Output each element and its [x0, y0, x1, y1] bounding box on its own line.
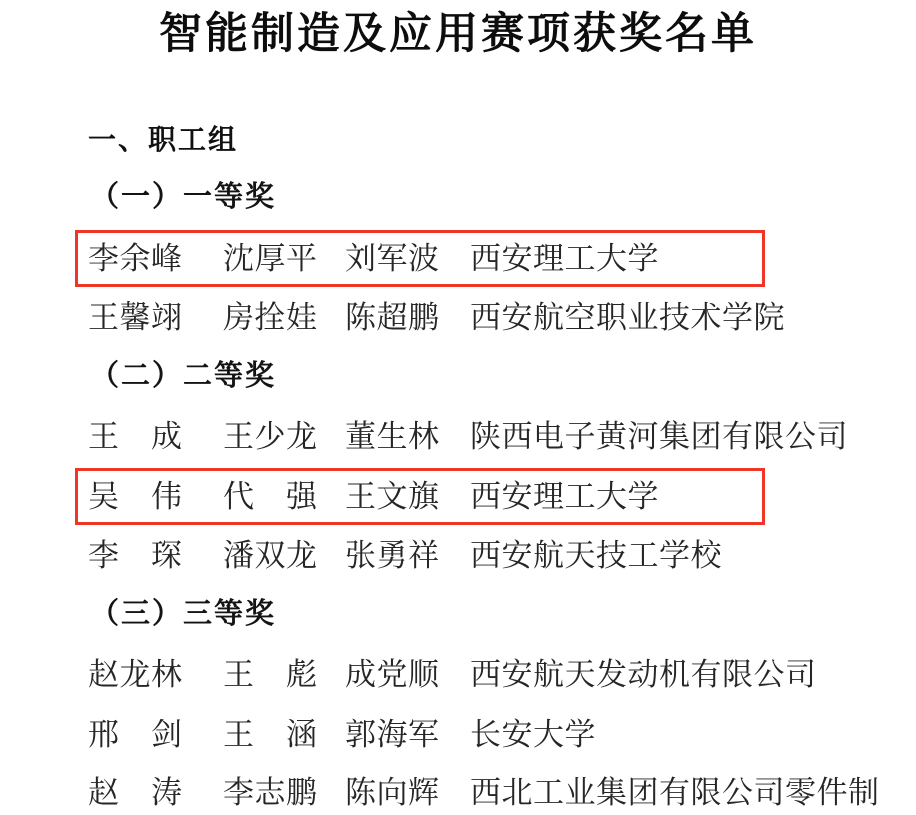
- winner-row: [88, 776, 896, 809]
- winner-name: 陈超鹏: [345, 299, 440, 335]
- winner-name: 王文旗: [345, 478, 440, 514]
- winner-row: [88, 420, 896, 453]
- prize-heading-third: （三）三等奖: [90, 597, 277, 630]
- winner-row: [88, 658, 896, 691]
- prize-heading-first: （一）一等奖: [90, 180, 277, 213]
- winner-name: 王馨翊: [88, 299, 183, 335]
- winner-name: 李余峰: [88, 240, 183, 276]
- winner-organization: 西北工业集团有限公司零件制: [470, 774, 880, 810]
- winner-name: 张勇祥: [345, 537, 440, 573]
- winner-name: 王 成: [88, 418, 183, 454]
- winner-row: [88, 539, 896, 572]
- winner-name: 陈向辉: [345, 774, 440, 810]
- winner-organization: 西安航空职业技术学院: [470, 299, 785, 335]
- prize-heading-second: （二）二等奖: [90, 359, 277, 392]
- winner-name: 赵 涛: [88, 774, 183, 810]
- winner-organization: 西安理工大学: [470, 478, 659, 514]
- winner-name: 王少龙: [223, 418, 318, 454]
- winner-name: 董生林: [345, 418, 440, 454]
- winner-name: 吴 伟: [88, 478, 183, 514]
- winner-row-highlighted: [75, 468, 765, 525]
- winner-name: 王 涵: [223, 716, 318, 752]
- winner-row: [88, 718, 896, 751]
- winner-organization: 西安航天技工学校: [470, 537, 722, 573]
- winner-name: 刘军波: [345, 240, 440, 276]
- winner-organization: 西安理工大学: [470, 240, 659, 276]
- winner-organization: 陕西电子黄河集团有限公司: [470, 418, 848, 454]
- group-heading-workers: 一、职工组: [88, 123, 239, 155]
- winner-name: 赵龙林: [88, 656, 183, 692]
- winner-name: 房拴娃: [223, 299, 318, 335]
- winner-name: 郭海军: [345, 716, 440, 752]
- winner-name: 王 彪: [223, 656, 318, 692]
- winner-name: 潘双龙: [223, 537, 318, 573]
- winner-organization: 西安航天发动机有限公司: [470, 656, 817, 692]
- winner-name: 成党顺: [345, 656, 440, 692]
- winner-row: [88, 301, 896, 334]
- winner-organization: 长安大学: [470, 716, 596, 752]
- document-body: [88, 125, 896, 809]
- winner-name: 李志鹏: [223, 774, 318, 810]
- winner-name: 沈厚平: [223, 240, 318, 276]
- winner-row-highlighted: [75, 230, 765, 287]
- winner-name: 邢 剑: [88, 716, 183, 752]
- page-title: 智能制造及应用赛项获奖名单: [159, 11, 757, 58]
- winner-name: 李 琛: [88, 537, 183, 573]
- winner-name: 代 强: [223, 478, 318, 514]
